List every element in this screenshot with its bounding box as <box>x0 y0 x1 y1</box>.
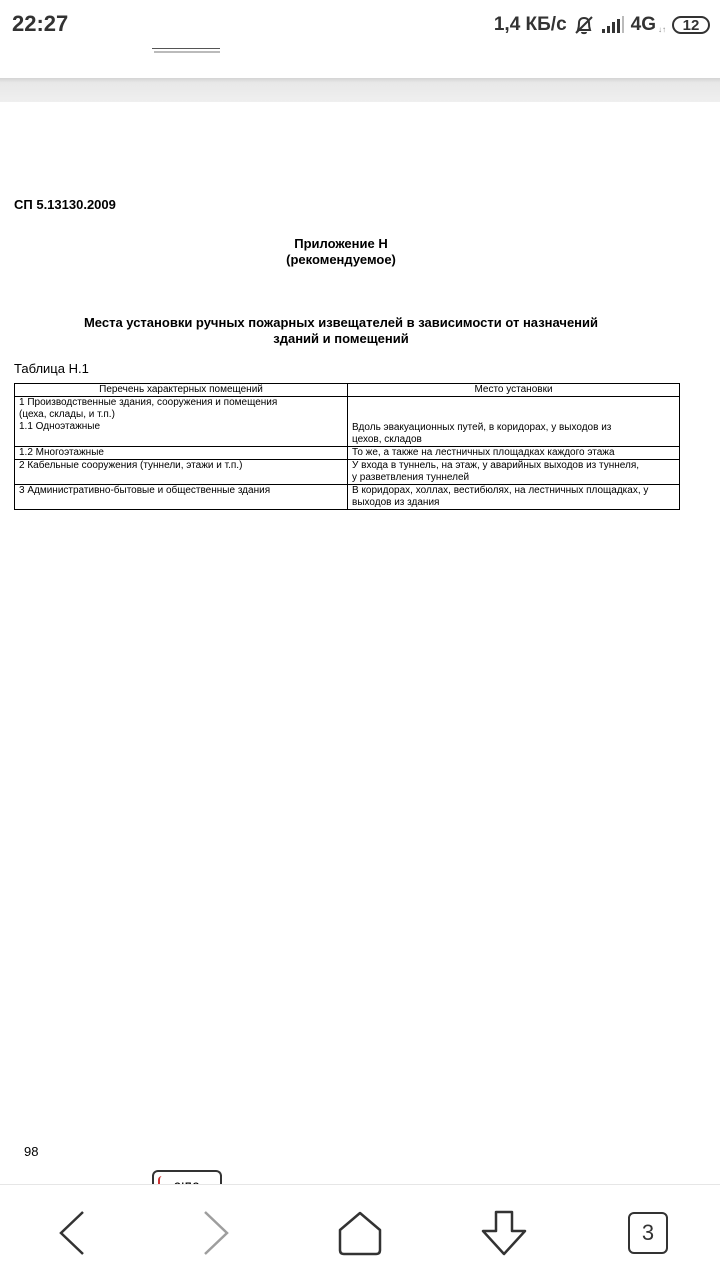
table-caption: Таблица Н.1 <box>14 361 89 376</box>
table-cell-rooms <box>15 460 348 485</box>
table-row <box>15 397 680 447</box>
cell-line: 3 Административно-бытовые и общественные здания <box>19 485 271 496</box>
battery-level: 12 <box>682 16 700 34</box>
appendix-title: Приложение Н <box>294 236 388 251</box>
net-speed: 1,4 КБ/с <box>493 14 567 35</box>
document-page[interactable] <box>0 102 720 1184</box>
cell-line: То же, а также на лестничных площадках каждого этажа <box>352 447 615 458</box>
download-button[interactable] <box>474 1205 534 1261</box>
status-bar <box>0 0 720 48</box>
cell-line: У входа в туннель, на этаж, у аварийных выходов из туннеля, <box>352 460 640 471</box>
download-icon <box>479 1209 529 1257</box>
tab-count: 3 <box>641 1220 655 1245</box>
data-arrows-icon: ↓↑ <box>658 25 666 34</box>
document-title-line-1: Места установки ручных пожарных извещателей в зависимости от назначений <box>83 315 599 330</box>
forward-icon <box>201 1210 231 1256</box>
document-title-line-2: зданий и помещений <box>273 331 409 346</box>
appendix-heading <box>0 236 682 268</box>
tabs-icon <box>628 1212 668 1254</box>
signal-icon <box>601 16 625 34</box>
back-button[interactable] <box>42 1205 102 1261</box>
cell-line: цехов, складов <box>352 434 422 445</box>
table-row <box>15 460 680 485</box>
cell-line: 2 Кабельные сооружения (туннели, этажи и т.п.) <box>19 460 243 471</box>
document-code: СП 5.13130.2009 <box>14 197 116 212</box>
home-icon <box>336 1210 384 1256</box>
battery-icon <box>672 16 710 34</box>
prev-page-header-line <box>152 48 220 49</box>
forward-button[interactable] <box>186 1205 246 1261</box>
table-cell-rooms <box>15 447 348 460</box>
appendix-subtitle: (рекомендуемое) <box>286 252 396 267</box>
cell-line: 1.1 Одноэтажные <box>19 421 101 432</box>
status-indicators <box>494 12 710 38</box>
back-icon <box>57 1210 87 1256</box>
cell-line: у разветвления туннелей <box>352 472 470 483</box>
mute-bell-icon <box>573 14 595 36</box>
table-header-location: Место установки <box>348 384 680 397</box>
page-number: 98 <box>24 1144 39 1159</box>
installation-table <box>14 383 680 510</box>
status-time: 22:27 <box>12 11 69 36</box>
table-header-row <box>15 384 680 397</box>
table-row <box>15 447 680 460</box>
home-button[interactable] <box>330 1205 390 1261</box>
bottom-nav-bar <box>0 1184 720 1281</box>
cell-line: (цеха, склады, и т.п.) <box>19 409 115 420</box>
page-separator <box>0 78 720 102</box>
network-type: 4G <box>630 14 656 35</box>
table-cell-rooms <box>15 397 348 447</box>
tabs-button[interactable] <box>618 1205 678 1261</box>
table-cell-location <box>348 460 680 485</box>
table-row <box>15 485 680 510</box>
table-cell-rooms <box>15 485 348 510</box>
table-cell-location <box>348 447 680 460</box>
cell-line: 1 Производственные здания, сооружения и помещения <box>19 397 278 408</box>
table-header-rooms: Перечень характерных помещений <box>15 384 348 397</box>
cell-line: Вдоль эвакуационных путей, в коридорах, у выходов из <box>352 422 612 433</box>
document-title <box>0 315 682 347</box>
cell-line: выходов из здания <box>352 497 440 508</box>
table-cell-location <box>348 485 680 510</box>
cell-line: 1.2 Многоэтажные <box>19 447 104 458</box>
cell-line: В коридорах, холлах, вестибюлях, на лестничных площадках, у <box>352 485 649 496</box>
table-cell-location <box>348 397 680 447</box>
prev-page-header-text <box>154 51 220 53</box>
